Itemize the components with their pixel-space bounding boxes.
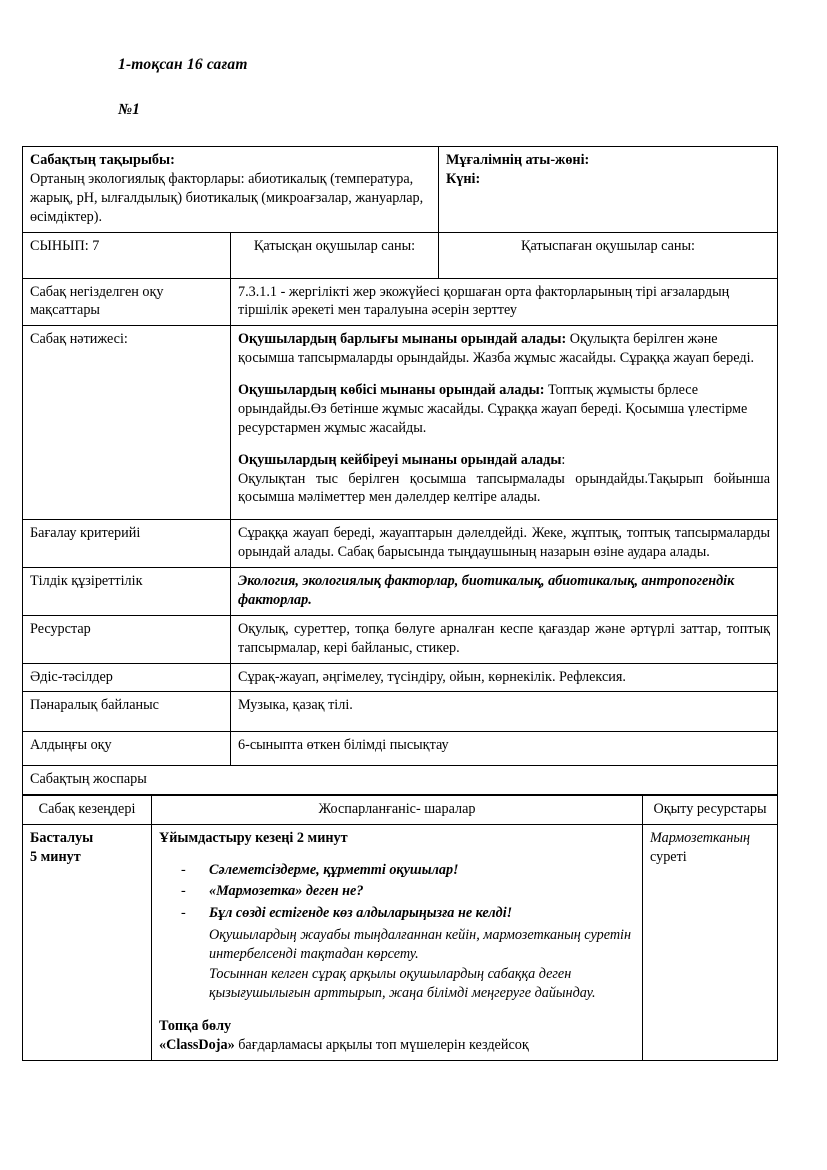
- objectives-label: Сабақ негізделген оқу мақсаттары: [23, 278, 231, 326]
- absent-count-cell: Қатыспаған оқушылар саны:: [439, 232, 778, 278]
- outcome-all-paragraph: [238, 330, 770, 368]
- class-cell: СЫНЫП: 7: [23, 232, 231, 278]
- table-row: [23, 326, 778, 520]
- teacher-note-two: Тосыннан келген сұрақ арқылы оқушылардың сабаққа деген қызығушылығын арттырып, жаңа білімді меңгеруге дайындау.: [209, 965, 596, 1002]
- stage-name: Басталуы: [30, 829, 94, 846]
- plan-header-row: [23, 796, 778, 825]
- table-row: [23, 520, 778, 568]
- outcome-some-text: Оқулықтан тыс берілген қосымша тапсырмалады орындайды.Тақырып бойынша қосымша мәліметтер мен дәлелдер келтіре алады.: [238, 470, 770, 506]
- outcome-some-colon: :: [561, 451, 566, 468]
- table-row: [23, 663, 778, 692]
- table-row: [23, 278, 778, 326]
- objectives-text: 7.3.1.1 - жергілікті жер экожүйесі қоршаған орта факторларының тірі ағзалардың тіршілік әрекеті мен таралуына әсерін зерттеу: [231, 278, 778, 326]
- criteria-label: Бағалау критерийі: [23, 520, 231, 568]
- dash-marker: -: [181, 905, 186, 921]
- prior-learning-text: 6-сыныпта өткен білімді пысықтау: [231, 732, 778, 766]
- plan-stage-cell: [23, 824, 152, 1060]
- interdisciplinary-text: Музыка, қазақ тілі.: [231, 692, 778, 732]
- lesson-info-table: [22, 146, 778, 795]
- resources-label: Ресурстар: [23, 615, 231, 663]
- topic-label: Сабақтың тақырыбы:: [30, 152, 175, 169]
- topic-text: Ортаның экологиялық факторлары: абиотикалық (температура, жарық, рН, ылғалдылық) биотикалық (микроағзалар, жануарлар, өсімдіктер).: [30, 171, 424, 225]
- lesson-plan-table: [22, 795, 778, 1061]
- table-row: [23, 568, 778, 616]
- methods-text: Сұрақ-жауап, әңгімелеу, түсіндіру, ойын, көрнекілік. Рефлексия.: [231, 663, 778, 692]
- term-heading: 1-тоқсан 16 сағат: [118, 56, 248, 73]
- plan-section-title: Сабақтың жоспары: [23, 766, 778, 795]
- topic-cell: [23, 147, 439, 233]
- group-division-heading: Топқа бөлу: [159, 1017, 232, 1034]
- teacher-note-one: Оқушылардың жауабы тыңдалғаннан кейін, мармозетканың суретін интербелсенді тақтадан көрсету.: [209, 926, 632, 963]
- outcome-some-heading: Оқушылардың кейбіреуі мынаны орындай алады: [238, 451, 562, 468]
- list-item: [181, 904, 635, 924]
- prior-learning-label: Алдыңғы оқу: [23, 732, 231, 766]
- table-row: [23, 232, 778, 278]
- date-label: Күні:: [446, 171, 481, 188]
- present-count-cell: Қатысқан оқушылар саны:: [231, 232, 439, 278]
- stage-duration: 5 минут: [30, 848, 81, 865]
- outcome-all-text: Оқулықта берілген және қосымша тапсырмаларды орындайды. Жазба жұмыс жасайды. Сұраққа жауап береді.: [238, 331, 755, 367]
- table-row: [23, 732, 778, 766]
- criteria-text: Сұраққа жауап береді, жауаптарын дәлелдейді. Жеке, жұптық, топтық тапсырмаларды орындай алады. Сабақ барысында тыңдаушының назарын өзіне аудара алады.: [231, 520, 778, 568]
- outcome-label: Сабақ нәтижесі:: [23, 326, 231, 520]
- teacher-cell: [439, 147, 778, 233]
- plan-col-actions-header: Жоспарланғаніс- шаралар: [152, 796, 643, 825]
- lesson-number: №1: [118, 100, 140, 118]
- language-text: Экология, экологиялық факторлар, биотикалық, абиотикалық, антропогендік факторлар.: [231, 568, 778, 616]
- group-division-text: [159, 1036, 635, 1055]
- organization-heading: Ұйымдастыру кезеңі 2 минут: [159, 829, 348, 846]
- plan-col-resources-header: Оқыту ресурстары: [643, 796, 778, 825]
- dash-marker: -: [181, 883, 186, 900]
- document-header: [0, 0, 827, 119]
- outcome-most-heading: Оқушылардың көбісі мынаны орындай алады:: [238, 382, 545, 399]
- list-item-label: Сәлеметсіздерме, құрметті оқушылар!: [209, 861, 459, 878]
- dash-marker: -: [181, 861, 186, 878]
- outcome-some-paragraph: [238, 451, 770, 470]
- methods-label: Әдіс-тәсілдер: [23, 663, 231, 692]
- outcome-all-heading: Оқушылардың барлығы мынаны орындай алады:: [238, 331, 567, 348]
- classdoja-app-name: «ClassDoja»: [159, 1036, 235, 1053]
- interdisciplinary-label: Пәнаралық байланыс: [23, 692, 231, 732]
- plan-row: [23, 824, 778, 1060]
- table-row: [23, 766, 778, 795]
- greeting-bullet-list: [159, 861, 635, 924]
- outcome-most-paragraph: [238, 381, 770, 438]
- language-label: Тілдік құзіреттілік: [23, 568, 231, 616]
- outcome-cell: [231, 326, 778, 520]
- resources-text: Оқулық, суреттер, топқа бөлуге арналған кеспе қағаздар және әртүрлі заттар, топтық тапсырмалар, кері байланыс, стикер.: [231, 615, 778, 663]
- group-division-rest: бағдарламасы арқылы топ мүшелерін кездейсоқ: [234, 1036, 529, 1053]
- plan-col-stage-header: Сабақ кезеңдері: [23, 796, 152, 825]
- list-item: [181, 861, 635, 881]
- resource-image-name: Мармозетканың: [650, 829, 751, 846]
- table-row: [23, 692, 778, 732]
- teacher-name-label: Мұғалімнің аты-жөні:: [446, 152, 590, 169]
- list-item-label: «Мармозетка» деген не?: [209, 883, 364, 900]
- table-row: [23, 147, 778, 233]
- plan-actions-cell: [152, 824, 643, 1060]
- list-item-label: Бұл сөзді естігенде көз алдыларыңызға не келді!: [209, 905, 513, 921]
- table-row: [23, 615, 778, 663]
- list-item: [181, 882, 635, 902]
- spacer: [159, 1004, 635, 1017]
- resource-image-word: суреті: [650, 848, 687, 865]
- plan-resources-cell: [643, 824, 778, 1060]
- outcome-most-text: Топтық жұмысты брлесе орындайды.Өз бетінше жұмыс жасайды. Сұраққа жауап береді. Қосымша үлестірме ресурстармен жұмыс жасайды.: [238, 382, 748, 436]
